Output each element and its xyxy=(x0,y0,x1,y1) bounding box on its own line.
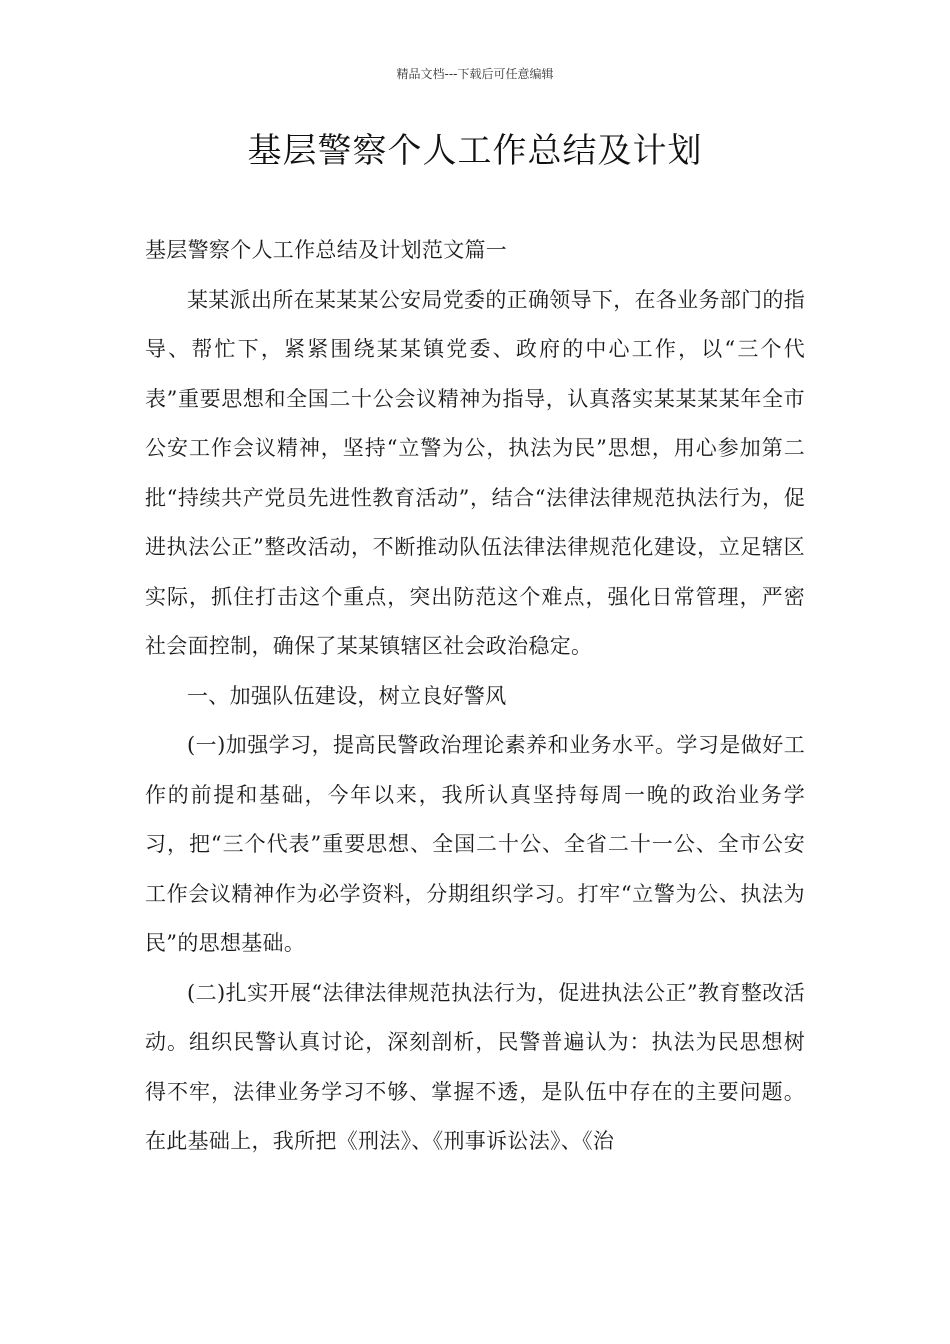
document-title: 基层警察个人工作总结及计划 xyxy=(247,131,703,171)
header-note: 精品文档---下载后可任意编辑 xyxy=(396,67,554,81)
document-body xyxy=(145,226,805,1167)
paragraph: (一)加强学习，提高民警政治理论素养和业务水平。学习是做好工作的前提和基础，今年以来，我所认真坚持每周一晚的政治业务学习，把“三个代表”重要思想、全国二十公、全省二十一公、全市公安工作会议精神作为必学资料，分期组织学习。打牢“立警为公、执法为民”的思想基础。 xyxy=(145,733,805,955)
section-heading: 基层警察个人工作总结及计划范文篇一 xyxy=(145,238,508,262)
section-subheading: 一、加强队伍建设，树立良好警风 xyxy=(187,683,507,708)
paragraph: 某某派出所在某某某公安局党委的正确领导下，在各业务部门的指导、帮忙下，紧紧围绕某某镇党委、政府的中心工作，以“三个代表”重要思想和全国二十公会议精神为指导，认真落实某某某某年全市公安工作会议精神，坚持“立警为公，执法为民”思想，用心参加第二批“持续共产党员先进性教育活动”，结合“法律法律规范执法行为，促进执法公正”整改活动，不断推动队伍法律法律规范化建设，立足辖区实际，抓住打击这个重点，突出防范这个难点，强化日常管理，严密社会面控制，确保了某某镇辖区社会政治稳定。 xyxy=(145,287,805,658)
paragraph: (二)扎实开展“法律法律规范执法行为，促进执法公正”教育整改活动。组织民警认真讨论，深刻剖析，民警普遍认为：执法为民思想树得不牢，法律业务学习不够、掌握不透，是队伍中存在的主要问题。在此基础上，我所把《刑法》、《刑事诉讼法》、《治 xyxy=(145,980,805,1153)
